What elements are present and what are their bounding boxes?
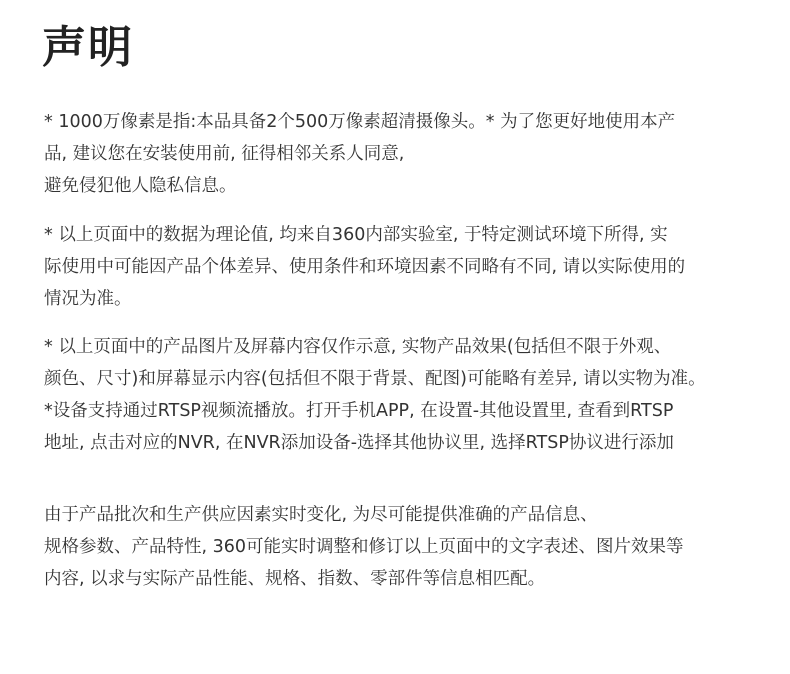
paragraph-line: 规格参数、产品特性, 360可能实时调整和修订以上页面中的文字表述、图片效果等 <box>44 537 684 557</box>
paragraph-line: 避免侵犯他人隐私信息。 <box>44 176 237 196</box>
page-title: 声明 <box>42 22 134 73</box>
disclaimer-paragraph-data <box>44 219 756 315</box>
paragraph-line: * 以上页面中的数据为理论值, 均来自360内部实验室, 于特定测试环境下所得, 实 <box>44 225 668 245</box>
paragraph-line: 颜色、尺寸)和屏幕显示内容(包括但不限于背景、配图)可能略有差异, 请以实物为准。 <box>44 369 706 389</box>
paragraph-line: * 1000万像素是指:本品具备2个500万像素超清摄像头。* 为了您更好地使用本产 <box>44 112 676 132</box>
paragraph-line: 地址, 点击对应的NVR, 在NVR添加设备-选择其他协议里, 选择RTSP协议进行添加 <box>44 433 674 453</box>
disclaimer-paragraph-images <box>44 331 756 459</box>
paragraph-line: 由于产品批次和生产供应因素实时变化, 为尽可能提供准确的产品信息、 <box>44 505 598 525</box>
disclaimer-paragraph-info <box>44 499 756 595</box>
paragraph-line: 内容, 以求与实际产品性能、规格、指数、零部件等信息相匹配。 <box>44 569 546 589</box>
paragraph-line: 情况为准。 <box>44 289 132 309</box>
paragraph-line: 品, 建议您在安装使用前, 征得相邻关系人同意, <box>44 144 405 164</box>
paragraph-line: 际使用中可能因产品个体差异、使用条件和环境因素不同略有不同, 请以实际使用的 <box>44 257 686 277</box>
paragraph-line: * 以上页面中的产品图片及屏幕内容仅作示意, 实物产品效果(包括但不限于外观、 <box>44 337 672 357</box>
disclaimer-paragraph-pixels <box>44 106 756 202</box>
paragraph-line: *设备支持通过RTSP视频流播放。打开手机APP, 在设置-其他设置里, 查看到RTSP <box>44 401 674 421</box>
